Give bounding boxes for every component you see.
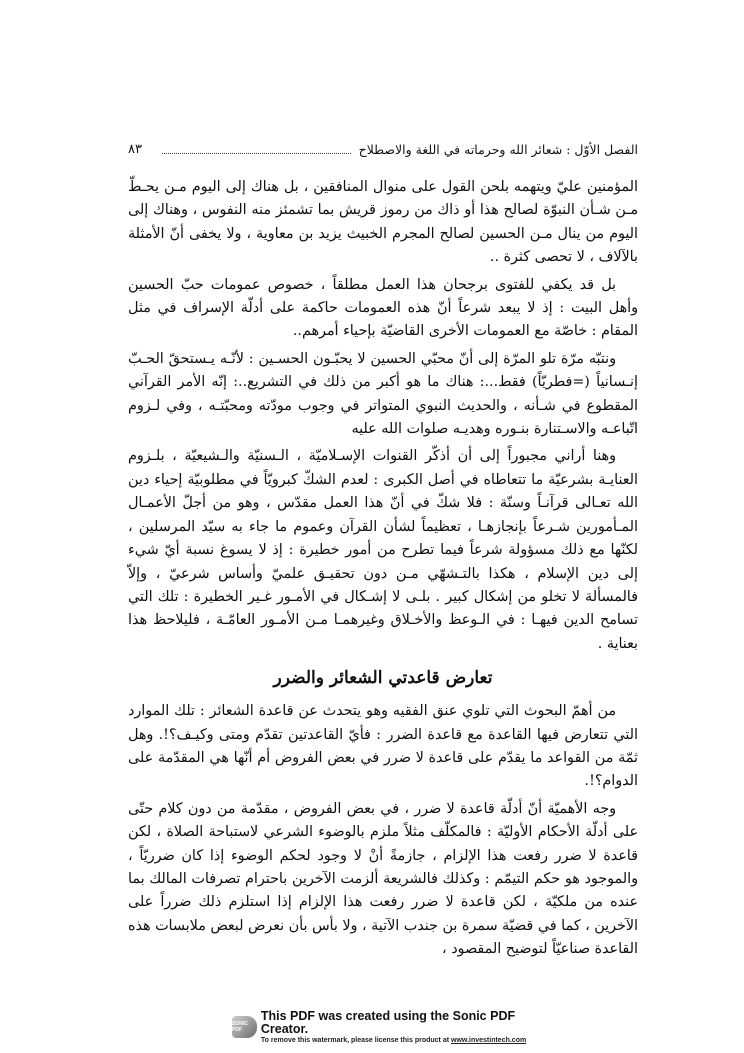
paragraph: وهنا أراني مجبوراً إلى أن أذكّر القنوات الإسـلاميّة ، الـسنيّة والـشيعيّة ، بلـزوم العنايـة بشرعيّة ما تتعاطاه في أصل الكبرى : لعدم الشكّ كبرويّاً في مطلوبيّة إحياء دين الله تعـالى قرآنـاً وسنّة : فلا شكّ في أنّ هذا العمل مقدّس ، وهو من أجلّ الأعمـال المـأمورين شـرعاً بإنجازهـا ، تعظيماً لشأن القرآن وعموم ما جاء به سيّد المرسلين ، لكنّها مع ذلك مسؤولة شرعاً فيما تطرح من أمور خطيرة : إذ لا يسوغ نسبة أيّ شيء إلى دين الإسلام ، هكذا بالتـشهّي مـن دون تحقيـق علميّ وأساس شرعيّ ، وإلاّ فالمسألة لا تخلو من إشكال كبير . بلـى لا إشـكال في الأمـور غـير الخطيرة : تلك التي تسامح الدين فيهـا : في الـوعظ والأخـلاق وغيرهمـا مـن الأمـور العامّـة ، فليلاحظ هذا بعناية . bbox=[128, 448, 638, 652]
watermark-subtitle bbox=[261, 1036, 532, 1045]
page-number: ٨٣ bbox=[128, 141, 142, 157]
paragraph: ونتبّه مرّة تلو المرّة إلى أنّ محبّي الحسين لا يحبّـون الحسـين : لأنّـه يـستحقّ الحـبّ إنـسانياً (=فطريّاً) فقط...: هناك ما هو أكبر من ذلك في التشريع..: إنّه الأمر القرآني المقطوع في شـأنه ، والحديث النبوي المتواتر في وجوب مودّته ومحبّتـه ، وفي لـزوم اتّباعـه والاسـتنارة بنـوره وهديـه صلوات الله عليه bbox=[128, 350, 638, 438]
dotted-leader bbox=[162, 145, 351, 154]
paragraph: من أهمّ البحوث التي تلوي عنق الفقيه وهو يتحدث عن قاعدة الشعائر : تلك الموارد التي تتعارض فيها القاعدة مع قاعدة الضرر : فأيّ القاعدتين تقدّم ومتى وكيـف؟!. وهل ثمّة من القواعد ما يقدّم على قاعدة لا ضرر في بعض الفروض أم أنّها هي المقدّمة على الدوام؟!. bbox=[128, 703, 638, 790]
paragraph: وجه الأهميّة أنّ أدلّة قاعدة لا ضرر ، في بعض الفروض ، مقدّمة من دون كلام حتّى على أدلّة الأحكام الأوليّة : فالمكلّف مثلاً ملزم بالوضوء الشرعي لاستباحة الصلاة ، لكن قاعدة لا ضرر رفعت هذا الإلزام ، جازمةً أنْ لا وجود لحكم الوضوء إذا كان ضرريّاً ، والموجود هو حكم التيمّم : وكذلك فالشريعة ألزمت الآخرين باحترام تصرفات المالك بما عنده من ملكيّة ، لكن قاعدة لا ضرر رفعت هذا الإلزام إذا استلزم ذلك ضرراً على الآخرين ، كما في قضيّة سمرة بن جندب الآتية ، ولا بأس بأن نعرض لبعض ملابسات هذه القاعدة صناعيّاً لتوضيح المقصود ، bbox=[128, 800, 638, 958]
paragraph: المؤمنين عليّ ويتهمه بلحن القول على منوال المنافقين ، بل هناك إلى اليوم مـن يحـطّ مـن شـأن النبوّة لصالح هذا أو ذاك من رموز قريش بما تشمئز منه النفوس ، وهناك إلى اليوم من ينال مـن الحسين لصالح المجرم الخبيث يزيد بن معاوية ، ولا يخفى أنّ الأمثلة بالآلاف ، لا تحصى كثرة .. bbox=[128, 179, 638, 266]
chapter-title: الفصل الأوّل : شعائر الله وحرماته في اللغة والاصطلاح bbox=[358, 141, 638, 157]
body-text bbox=[128, 176, 638, 962]
watermark-title: This PDF was created using the Sonic PDF Creator. bbox=[260, 1008, 516, 1036]
paragraph: بل قد يكفي للفتوى برجحان هذا العمل مطلقاً ، خصوص عمومات حبّ الحسين وأهل البيت : إذ لا يبعد شرعاً أنّ هذه العمومات حاكمة على أدلّة الإسراف في مثل المقام : خاصّة مع العمومات الأخرى القاضيّة بإحياء أمرهم.. bbox=[128, 276, 638, 340]
watermark-subtitle-text: To remove this watermark, please license this product at bbox=[260, 1036, 451, 1044]
running-header bbox=[128, 138, 638, 160]
sonic-pdf-logo-icon: SONIC PDF bbox=[232, 1016, 257, 1038]
section-heading: تعارض قاعدتي الشعائر والضرر bbox=[273, 668, 493, 689]
watermark-link[interactable]: www.investintech.com bbox=[451, 1036, 527, 1044]
pdf-watermark bbox=[232, 1010, 532, 1044]
